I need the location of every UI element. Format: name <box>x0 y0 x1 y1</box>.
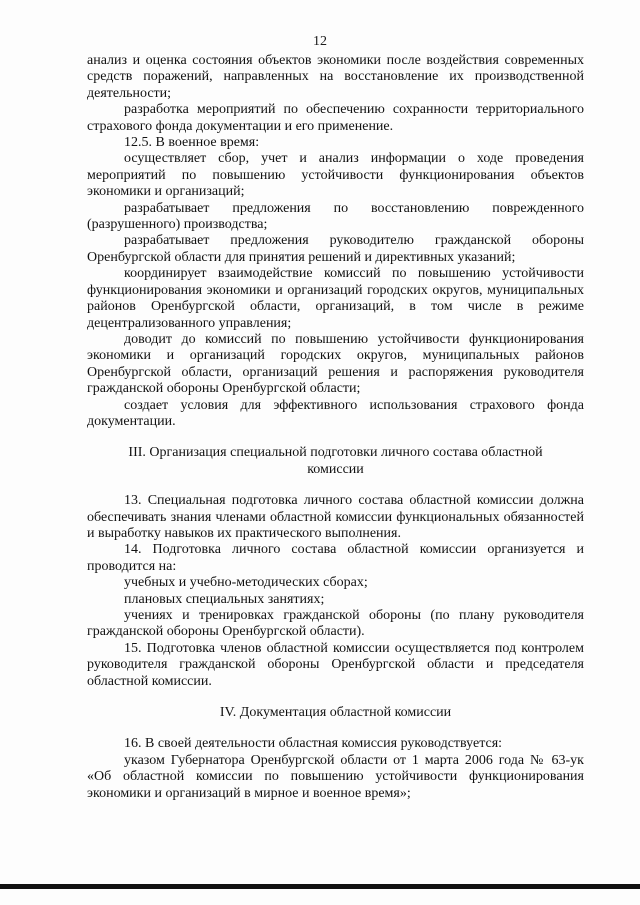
page-number: 12 <box>313 34 327 49</box>
paragraph: создает условия для эффективного использования страхового фонда документации. <box>87 397 584 429</box>
bottom-rule <box>0 884 640 889</box>
paragraph: указом Губернатора Оренбургской области от 1 марта 2006 года № 63-ук «Об областной комиссии по повышению устойчивости функционирования экономики и организаций в мирное и военное время»; <box>87 752 584 801</box>
list-item: учебных и учебно-методических сборах; <box>124 575 368 591</box>
list-item: плановых специальных занятиях; <box>124 591 325 607</box>
paragraph: доводит до комиссий по повышению устойчивости функционирования экономики и организаций городских округов, муниципальных районов Оренбургской области, организаций решения и распоряжения руководителя гражданской обороны Оренбургской области; <box>87 331 584 397</box>
paragraph: 14. Подготовка личного состава областной комиссии организуется и проводится на: <box>87 542 584 574</box>
paragraph: 15. Подготовка членов областной комиссии осуществляется под контролем руководителя гражданской обороны Оренбургской области и председателя областной комиссии. <box>87 640 584 689</box>
paragraph: 13. Специальная подготовка личного состава областной комиссии должна обеспечивать знания членами областной комиссии функциональных обязанностей и выработку навыков их практического выполнения. <box>87 493 584 541</box>
paragraph: разрабатывает предложения по восстановлению поврежденного (разрушенного) производства; <box>87 200 584 233</box>
paragraph: 16. В своей деятельности областная комиссия руководствуется: <box>124 736 503 752</box>
section-heading-3: III. Организация специальной подготовки личного состава областной комиссии <box>128 445 543 477</box>
list-item: учениях и тренировках гражданской обороны (по плану руководителя гражданской обороны Оренбургской области). <box>87 608 584 640</box>
paragraph: разработка мероприятий по обеспечению сохранности территориального страхового фонда документации и его применение. <box>87 102 584 134</box>
paragraph: координирует взаимодействие комиссий по повышению устойчивости функционирования экономики и организаций городских округов, муниципальных районов Оренбургской области, организаций, в том числе в режиме децентрализованного управления; <box>87 266 584 331</box>
section-heading-4: IV. Документация областной комиссии <box>219 705 452 721</box>
paragraph: осуществляет сбор, учет и анализ информации о ходе проведения мероприятий по повышению устойчивости функционирования объектов экономики и организаций; <box>87 151 584 200</box>
paragraph: анализ и оценка состояния объектов экономики после воздействия современных средств поражений, направленных на восстановление их производственной деятельности; <box>87 53 584 101</box>
section-item-12-5: 12.5. В военное время: <box>124 135 260 151</box>
document-body <box>87 53 584 802</box>
paragraph: разрабатывает предложения руководителю гражданской обороны Оренбургской области для принятия решений и директивных указаний; <box>87 233 584 265</box>
